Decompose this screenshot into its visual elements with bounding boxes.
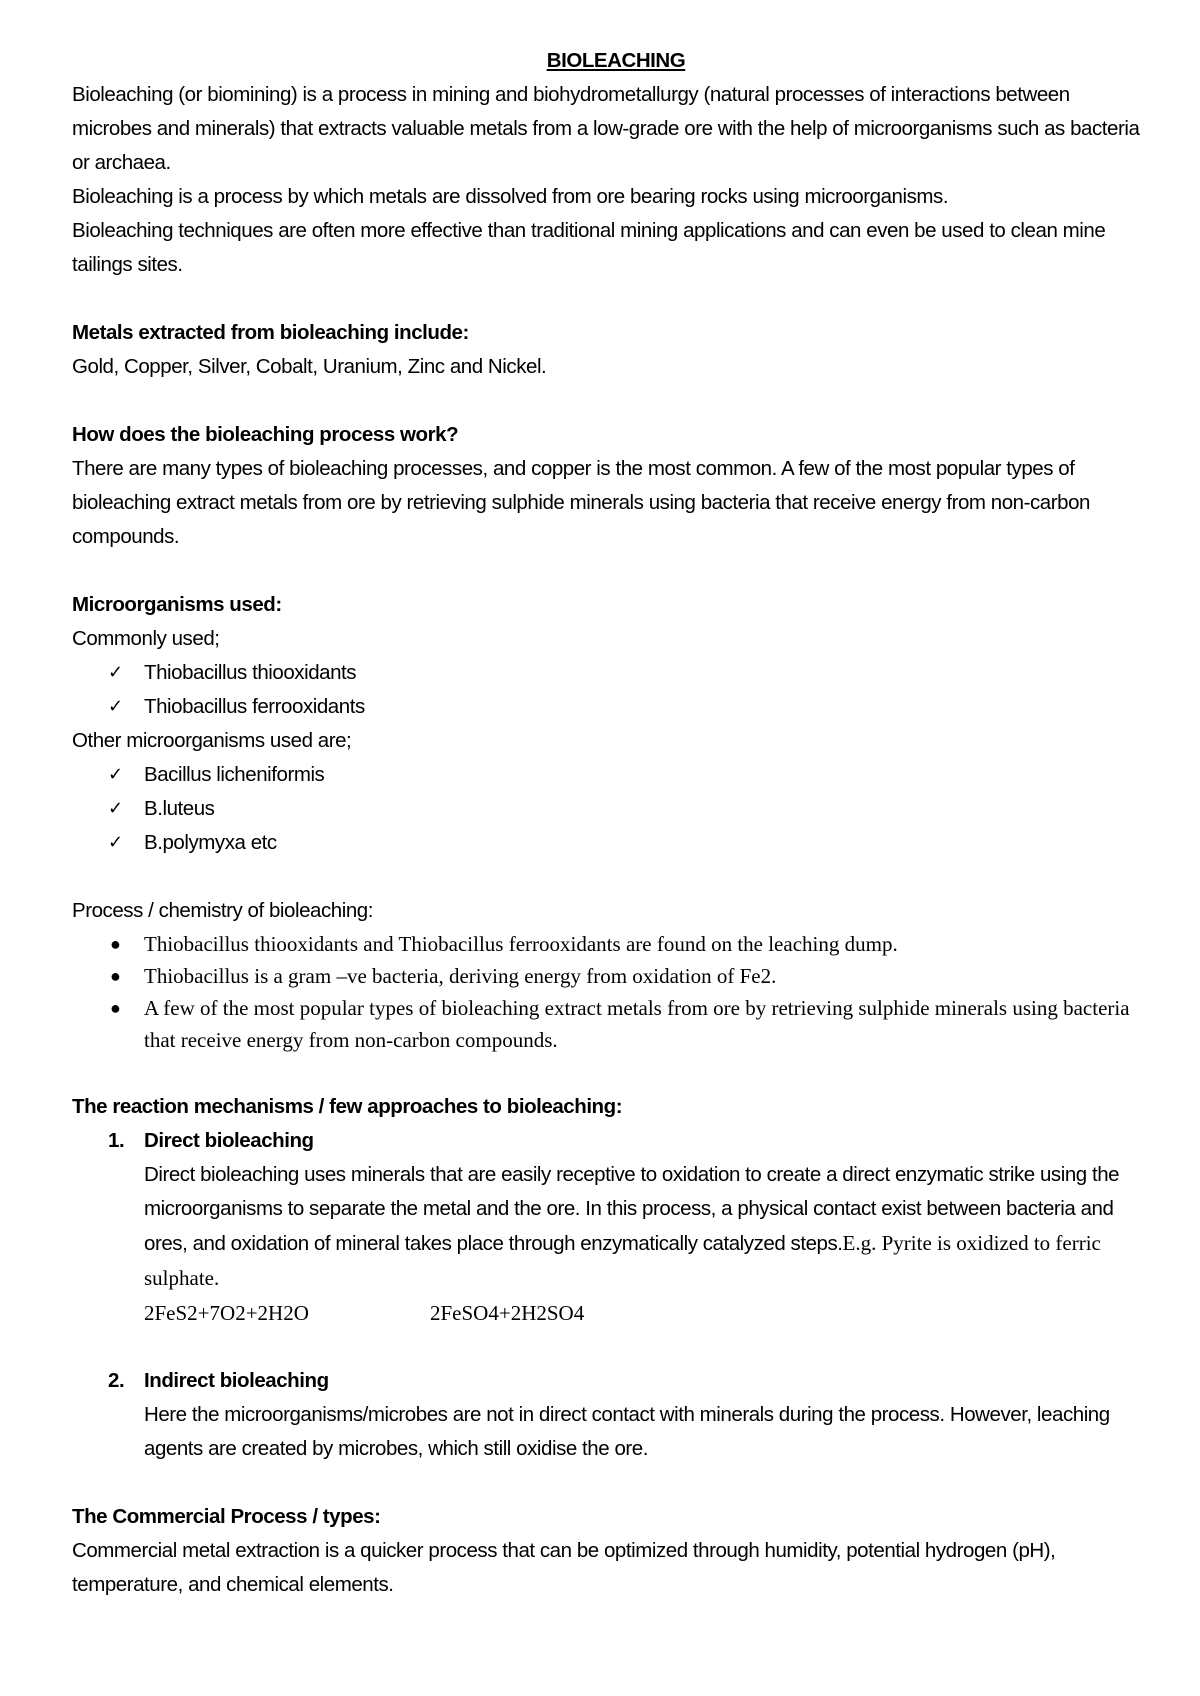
metals-heading: Metals extracted from bioleaching include: (72, 321, 469, 344)
intro-paragraph-3: Bioleaching techniques are often more effective than traditional mining applications and can even be used to clean mine tailings sites. (72, 219, 1106, 276)
microorganisms-heading: Microorganisms used: (72, 593, 282, 616)
spacer (72, 1056, 1140, 1090)
how-text: There are many types of bioleaching processes, and copper is the most common. A few of the most popular types of bioleaching extract metals from ore by retrieving sulphide minerals using bacteria that receive energy from non-carbon compounds. (72, 457, 1090, 548)
checkmark-icon: ✓ (108, 832, 123, 853)
process-bullet-list (72, 928, 1140, 1056)
spacer (72, 384, 1140, 418)
list-item: ● Thiobacillus thiooxidants and Thiobacillus ferrooxidants are found on the leaching dump. (72, 928, 1140, 960)
bullet-icon: ● (110, 998, 121, 1018)
list-number: 1. (108, 1129, 125, 1152)
how-heading: How does the bioleaching process work? (72, 423, 459, 446)
document-title: BIOLEACHING (546, 49, 686, 72)
other-microorganisms-list (72, 758, 1140, 860)
commonly-used-label: Commonly used; (72, 627, 220, 650)
spacer (72, 282, 1140, 316)
list-item: ✓ Bacillus licheniformis (72, 758, 1140, 792)
mechanism-text: Direct bioleaching uses minerals that are easily receptive to oxidation to create a direct enzymatic strike using the microorganisms to separate the metal and the ore. In this process, a physical contact exist between bacteria and ores, and oxidation of mineral takes place through enzymatically catalyzed steps.E.g. Pyrite is oxidized to ferric sulphate. (144, 1163, 1120, 1290)
mechanism-example: E.g. Pyrite is oxidized to ferric sulphate. (144, 1231, 1101, 1290)
mechanism-direct (72, 1124, 1140, 1364)
list-item: ● A few of the most popular types of bioleaching extract metals from ore by retrieving sulphide minerals using bacteria that receive energy from non-carbon compounds. (72, 992, 1140, 1056)
spacer (144, 1330, 1140, 1364)
checkmark-icon: ✓ (108, 798, 123, 819)
commercial-text: Commercial metal extraction is a quicker process that can be optimized through humidity, potential hydrogen (pH), temperature, and chemical elements. (72, 1539, 1056, 1596)
mechanisms-list (72, 1124, 1140, 1466)
equation-right: 2FeSO4+2H2SO4 (430, 1301, 585, 1325)
checkmark-icon: ✓ (108, 696, 123, 717)
list-item: ✓ Thiobacillus thiooxidants (72, 656, 1140, 690)
equation-left: 2FeS2+7O2+2H2O (144, 1301, 309, 1325)
list-item: ● Thiobacillus is a gram –ve bacteria, deriving energy from oxidation of Fe2. (72, 960, 1140, 992)
mechanism-indirect (72, 1364, 1140, 1466)
spacer (72, 860, 1140, 894)
intro-paragraph-1: Bioleaching (or biomining) is a process in mining and biohydrometallurgy (natural processes of interactions between microbes and minerals) that extracts valuable metals from a low-grade ore with the help of microorganisms such as bacteria or archaea. (72, 83, 1140, 174)
list-item: ✓ B.polymyxa etc (72, 826, 1140, 860)
process-heading: Process / chemistry of bioleaching: (72, 899, 373, 922)
other-microorganisms-label: Other microorganisms used are; (72, 729, 352, 752)
common-microorganisms-list (72, 656, 1140, 724)
mechanism-text: Here the microorganisms/microbes are not in direct contact with minerals during the process. However, leaching agents are created by microbes, which still oxidise the ore. (144, 1403, 1110, 1460)
commercial-heading: The Commercial Process / types: (72, 1505, 381, 1528)
checkmark-icon: ✓ (108, 662, 123, 683)
metals-text: Gold, Copper, Silver, Cobalt, Uranium, Zinc and Nickel. (72, 355, 547, 378)
bullet-icon: ● (110, 934, 121, 954)
spacer (72, 554, 1140, 588)
checkmark-icon: ✓ (108, 764, 123, 785)
mechanism-title: Indirect bioleaching (144, 1369, 329, 1392)
list-number: 2. (108, 1369, 125, 1392)
bullet-icon: ● (110, 966, 121, 986)
list-item: ✓ B.luteus (72, 792, 1140, 826)
spacer (72, 1466, 1140, 1500)
mechanism-title: Direct bioleaching (144, 1129, 314, 1152)
intro-paragraph-2: Bioleaching is a process by which metals are dissolved from ore bearing rocks using microorganisms. (72, 185, 949, 208)
chemical-equation (144, 1296, 1140, 1330)
mechanisms-heading: The reaction mechanisms / few approaches to bioleaching: (72, 1095, 623, 1118)
list-item: ✓ Thiobacillus ferrooxidants (72, 690, 1140, 724)
